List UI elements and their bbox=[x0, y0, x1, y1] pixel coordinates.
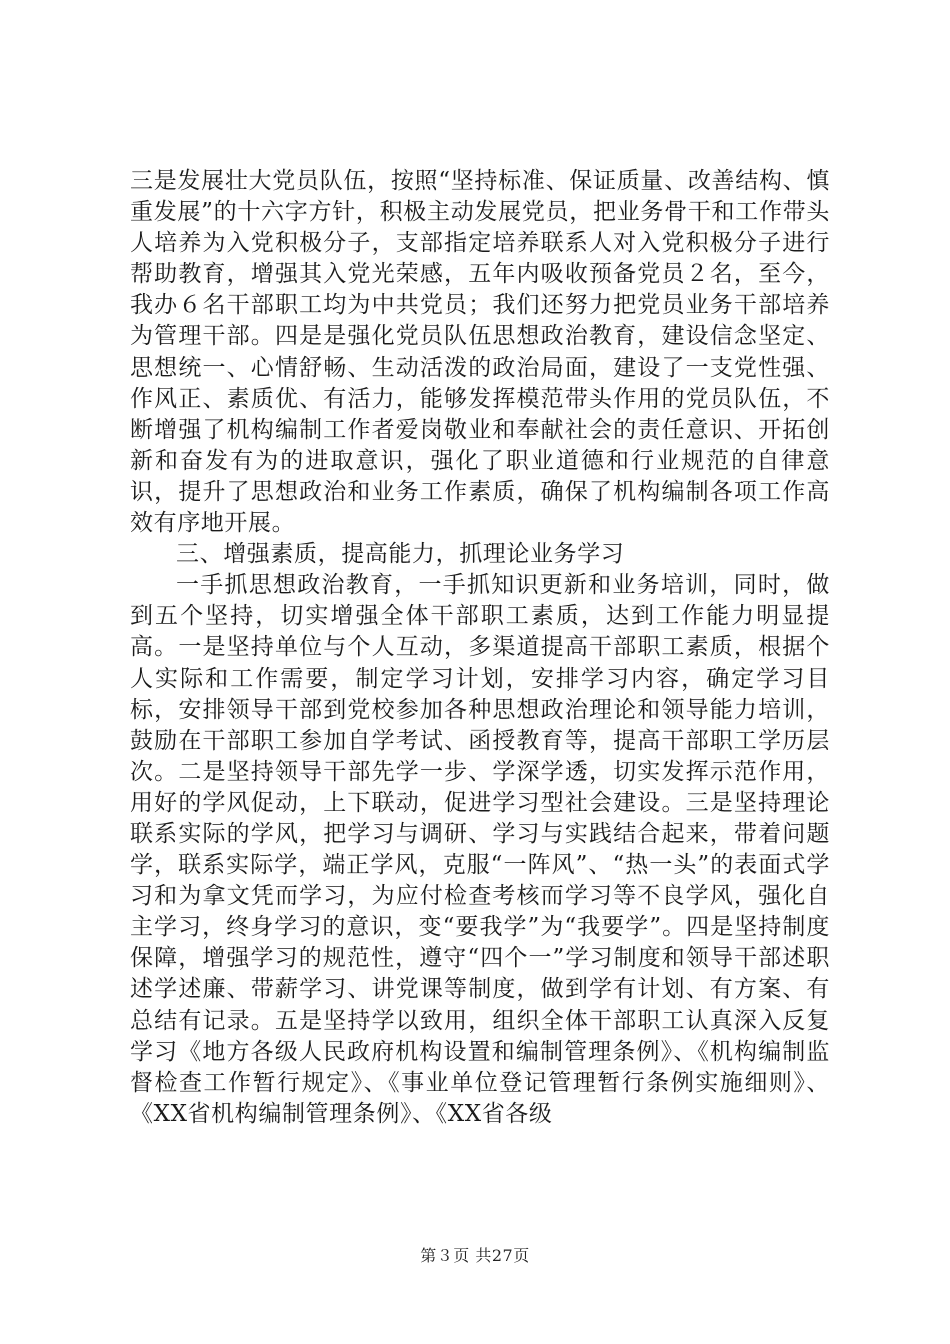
paragraph-study: 一手抓思想政治教育，一手抓知识更新和业务培训，同时，做到五个坚持，切实增强全体干部职工素质，达到工作能力明显提高。一是坚持单位与个人互动，多渠道提高干部职工素质，根据个人实际和工作需要，制定学习计划，安排学习内容，确定学习目标，安排领导干部到党校参加各种思想政治理论和领导能力培训，鼓励在干部职工参加自学考试、函授教育等，提高干部职工学历层次。二是坚持领导干部先学一步、学深学透，切实发挥示范作用，用好的学风促动，上下联动，促进学习型社会建设。三是坚持理论联系实际的学风，把学习与调研、学习与实践结合起来，带着问题学，联系实际学，端正学风，克服“一阵风”、“热一头”的表面式学习和为拿文凭而学习，为应付检查考核而学习等不良学风，强化自主学习，终身学习的意识，变“要我学”为“我要学”。四是坚持制度保障，增强学习的规范性，遵守“四个一”学习制度和领导干部述职述学述廉、带薪学习、讲党课等制度，做到学有计划、有方案、有总结有记录。五是坚持学以致用，组织全体干部职工认真深入反复学习《地方各级人民政府机构设置和编制管理条例》、《机构编制监督检查工作暂行规定》、《事业单位登记管理暂行条例实施细则》、《XX省机构编制管理条例》、《XX省各级 bbox=[130, 572, 830, 1127]
page-number-footer: 第３页 共27页 bbox=[420, 1246, 530, 1265]
document-body bbox=[130, 166, 830, 1130]
paragraph-continuation: 三是发展壮大党员队伍，按照“坚持标准、保证质量、改善结构、慎重发展”的十六字方针，积极主动发展党员，把业务骨干和工作带头人培养为入党积极分子，支部指定培养联系人对入党积极分子进行帮助教育，增强其入党光荣感，五年内吸收预备党员２名，至今，我办６名干部职工均为中共党员；我们还努力把党员业务干部培养为管理干部。四是是强化党员队伍思想政治教育，建设信念坚定、思想统一、心情舒畅、生动活泼的政治局面，建设了一支党性强、作风正、素质优、有活力，能够发挥模范带头作用的党员队伍，不断增强了机构编制工作者爱岗敬业和奉献社会的责任意识、开拓创新和奋发有为的进取意识，强化了职业道德和行业规范的自律意识，提升了思想政治和业务工作素质，确保了机构编制各项工作高效有序地开展。 bbox=[130, 168, 830, 537]
section-heading: 三、增强素质，提高能力，抓理论业务学习 bbox=[176, 541, 625, 568]
